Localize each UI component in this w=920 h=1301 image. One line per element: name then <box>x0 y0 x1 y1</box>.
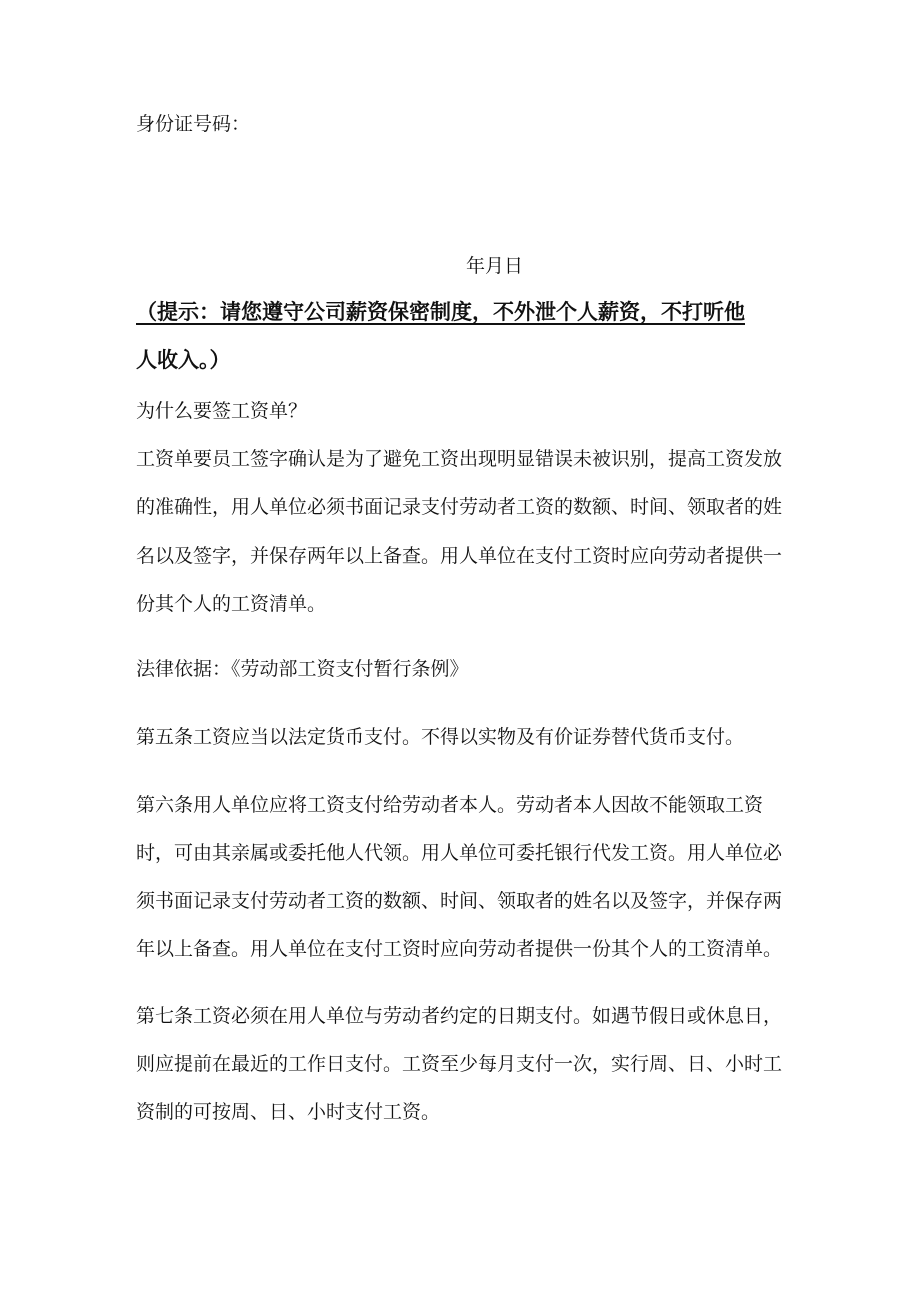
article-7-line: 资制的可按周、日、小时支付工资。 <box>136 1101 441 1123</box>
article-6-line: 须书面记录支付劳动者工资的数额、时间、领取者的姓名以及签字，并保存两 <box>136 890 783 912</box>
legal-basis: 法律依据：《劳动部工资支付暂行条例》 <box>136 658 469 680</box>
explanation-line: 工资单要员工签字确认是为了避免工资出现明显错误未被识别，提高工资发放 <box>136 448 783 470</box>
confidentiality-notice-line-1: （提示：请您遵守公司薪资保密制度，不外泄个人薪资，不打听他 <box>136 300 745 324</box>
article-5: 第五条工资应当以法定货币支付。不得以实物及有价证券替代货币支付。 <box>136 726 745 748</box>
explanation-line: 份其个人的工资清单。 <box>136 593 327 615</box>
article-6-line: 年以上备查。用人单位在支付工资时应向劳动者提供一份其个人的工资清单。 <box>136 938 783 960</box>
date-label: 年月日 <box>466 255 524 277</box>
article-6-line: 第六条用人单位应将工资支付给劳动者本人。劳动者本人因故不能领取工资 <box>136 794 764 816</box>
explanation-line: 的准确性，用人单位必须书面记录支付劳动者工资的数额、时间、领取者的姓 <box>136 496 783 518</box>
article-6-line: 时，可由其亲属或委托他人代领。用人单位可委托银行代发工资。用人单位必 <box>136 842 783 864</box>
explanation-line: 名以及签字，并保存两年以上备查。用人单位在支付工资时应向劳动者提供一 <box>136 545 783 567</box>
section-question: 为什么要签工资单？ <box>136 400 308 422</box>
article-7-line: 则应提前在最近的工作日支付。工资至少每月支付一次，实行周、日、小时工 <box>136 1053 783 1075</box>
article-7-line: 第七条工资必须在用人单位与劳动者约定的日期支付。如遇节假日或休息日， <box>136 1005 783 1027</box>
confidentiality-notice-line-2: 人收入。） <box>136 348 231 372</box>
id-number-label: 身份证号码： <box>136 113 251 135</box>
